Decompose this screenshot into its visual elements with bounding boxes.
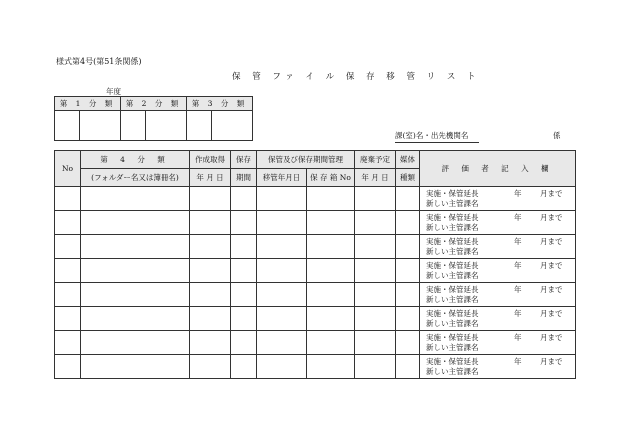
class-3-name-cell (212, 111, 253, 141)
media-cell (396, 187, 420, 211)
year-unit: 年 (514, 308, 522, 318)
year-label: 年度 (106, 87, 121, 96)
year-unit: 年 (514, 332, 522, 342)
class-2-name-cell (146, 111, 187, 141)
no-cell (55, 187, 81, 211)
month-until: 月まで (540, 212, 563, 222)
media-cell (396, 283, 420, 307)
month-until: 月まで (540, 356, 563, 366)
retention-cell (231, 283, 257, 307)
class-3-header: 第 3 分 類 (187, 97, 253, 111)
header-disposal: 廃棄予定 (355, 151, 396, 169)
extension-period-line (426, 333, 575, 343)
box-no-cell (307, 307, 355, 331)
no-cell (55, 355, 81, 379)
category4-cell (81, 211, 190, 235)
new-department-label: 新しい主管課名 (426, 342, 479, 352)
disposal-cell (355, 331, 396, 355)
month-until: 月まで (540, 236, 563, 246)
extension-label: 実施・保管延長 (426, 308, 479, 318)
disposal-cell (355, 259, 396, 283)
evaluator-cell (420, 331, 576, 355)
month-until: 月まで (540, 332, 563, 342)
header-box-no: 保 存 箱 No (307, 169, 355, 187)
created-cell (190, 283, 231, 307)
year-unit: 年 (514, 260, 522, 270)
header-evaluator: 評 価 者 記 入 欄 (420, 151, 576, 187)
box-no-cell (307, 235, 355, 259)
extension-label: 実施・保管延長 (426, 284, 479, 294)
no-cell (55, 235, 81, 259)
no-cell (55, 211, 81, 235)
class-1-header: 第 1 分 類 (55, 97, 121, 111)
created-cell (190, 355, 231, 379)
evaluator-cell (420, 187, 576, 211)
media-cell (396, 307, 420, 331)
retention-cell (231, 187, 257, 211)
year-unit: 年 (514, 212, 522, 222)
header-created-sub: 年 月 日 (190, 169, 231, 187)
department-label: 課(室)名・出先機関名 (395, 130, 479, 143)
header-category4-sub: (フォルダー名又は簿冊名) (81, 169, 190, 187)
box-no-cell (307, 259, 355, 283)
transfer-list-table (54, 150, 576, 379)
category4-cell (81, 355, 190, 379)
form-number: 様式第4号(第51条関係) (56, 57, 142, 66)
new-department-label: 新しい主管課名 (426, 222, 479, 232)
media-cell (396, 259, 420, 283)
class-1-code-cell (55, 111, 80, 141)
header-management: 保管及び保存期間管理 (257, 151, 355, 169)
box-no-cell (307, 331, 355, 355)
class-2-header: 第 2 分 類 (121, 97, 187, 111)
evaluator-cell (420, 259, 576, 283)
box-no-cell (307, 355, 355, 379)
created-cell (190, 235, 231, 259)
transfer-date-cell (257, 331, 307, 355)
header-media: 媒体 (396, 151, 420, 169)
no-cell (55, 307, 81, 331)
retention-cell (231, 211, 257, 235)
header-no: No (55, 151, 81, 187)
evaluator-cell (420, 283, 576, 307)
category4-cell (81, 187, 190, 211)
header-disposal-sub: 年 月 日 (355, 169, 396, 187)
header-retention-sub: 期間 (231, 169, 257, 187)
table-row (55, 235, 576, 259)
category4-cell (81, 307, 190, 331)
new-department-label: 新しい主管課名 (426, 270, 479, 280)
class-1-name-cell (80, 111, 121, 141)
extension-label: 実施・保管延長 (426, 188, 479, 198)
retention-cell (231, 331, 257, 355)
box-no-cell (307, 187, 355, 211)
year-unit: 年 (514, 284, 522, 294)
evaluator-cell (420, 307, 576, 331)
extension-period-line (426, 189, 575, 199)
new-department-label: 新しい主管課名 (426, 198, 479, 208)
box-no-cell (307, 211, 355, 235)
transfer-date-cell (257, 307, 307, 331)
disposal-cell (355, 211, 396, 235)
table-row (55, 187, 576, 211)
classification-table (54, 96, 253, 141)
header-transfer-date: 移管年月日 (257, 169, 307, 187)
extension-label: 実施・保管延長 (426, 236, 479, 246)
media-cell (396, 211, 420, 235)
class-2-code-cell (121, 111, 146, 141)
transfer-date-cell (257, 235, 307, 259)
box-no-cell (307, 283, 355, 307)
new-department-label: 新しい主管課名 (426, 246, 479, 256)
disposal-cell (355, 235, 396, 259)
created-cell (190, 307, 231, 331)
transfer-date-cell (257, 187, 307, 211)
extension-period-line (426, 261, 575, 271)
new-department-label: 新しい主管課名 (426, 318, 479, 328)
category4-cell (81, 259, 190, 283)
section-suffix: 係 (553, 131, 561, 140)
table-row (55, 331, 576, 355)
table-row (55, 211, 576, 235)
retention-cell (231, 307, 257, 331)
evaluator-cell (420, 355, 576, 379)
class-3-code-cell (187, 111, 212, 141)
no-cell (55, 283, 81, 307)
table-row (55, 283, 576, 307)
transfer-date-cell (257, 211, 307, 235)
evaluator-cell (420, 211, 576, 235)
new-department-label: 新しい主管課名 (426, 366, 479, 376)
transfer-date-cell (257, 355, 307, 379)
extension-period-line (426, 357, 575, 367)
year-unit: 年 (514, 188, 522, 198)
evaluator-cell (420, 235, 576, 259)
retention-cell (231, 355, 257, 379)
no-cell (55, 331, 81, 355)
transfer-date-cell (257, 259, 307, 283)
extension-label: 実施・保管延長 (426, 260, 479, 270)
extension-period-line (426, 213, 575, 223)
new-department-label: 新しい主管課名 (426, 294, 479, 304)
month-until: 月まで (540, 284, 563, 294)
year-unit: 年 (514, 356, 522, 366)
month-until: 月まで (540, 188, 563, 198)
page-title: 保 管 ファ イ ル 保 存 移 管 リ ス ト (232, 72, 481, 82)
extension-label: 実施・保管延長 (426, 212, 479, 222)
category4-cell (81, 283, 190, 307)
extension-period-line (426, 309, 575, 319)
month-until: 月まで (540, 260, 563, 270)
table-row (55, 355, 576, 379)
created-cell (190, 331, 231, 355)
category4-cell (81, 331, 190, 355)
header-media-sub: 種類 (396, 169, 420, 187)
header-category4: 第 4 分 類 (81, 151, 190, 169)
created-cell (190, 187, 231, 211)
extension-label: 実施・保管延長 (426, 332, 479, 342)
retention-cell (231, 235, 257, 259)
header-retention: 保存 (231, 151, 257, 169)
table-row (55, 259, 576, 283)
retention-cell (231, 259, 257, 283)
created-cell (190, 211, 231, 235)
header-created: 作成取得 (190, 151, 231, 169)
year-unit: 年 (514, 236, 522, 246)
disposal-cell (355, 355, 396, 379)
disposal-cell (355, 307, 396, 331)
extension-period-line (426, 285, 575, 295)
extension-period-line (426, 237, 575, 247)
extension-label: 実施・保管延長 (426, 356, 479, 366)
no-cell (55, 259, 81, 283)
disposal-cell (355, 187, 396, 211)
created-cell (190, 259, 231, 283)
transfer-date-cell (257, 283, 307, 307)
media-cell (396, 235, 420, 259)
category4-cell (81, 235, 190, 259)
disposal-cell (355, 283, 396, 307)
month-until: 月まで (540, 308, 563, 318)
media-cell (396, 355, 420, 379)
media-cell (396, 331, 420, 355)
table-row (55, 307, 576, 331)
